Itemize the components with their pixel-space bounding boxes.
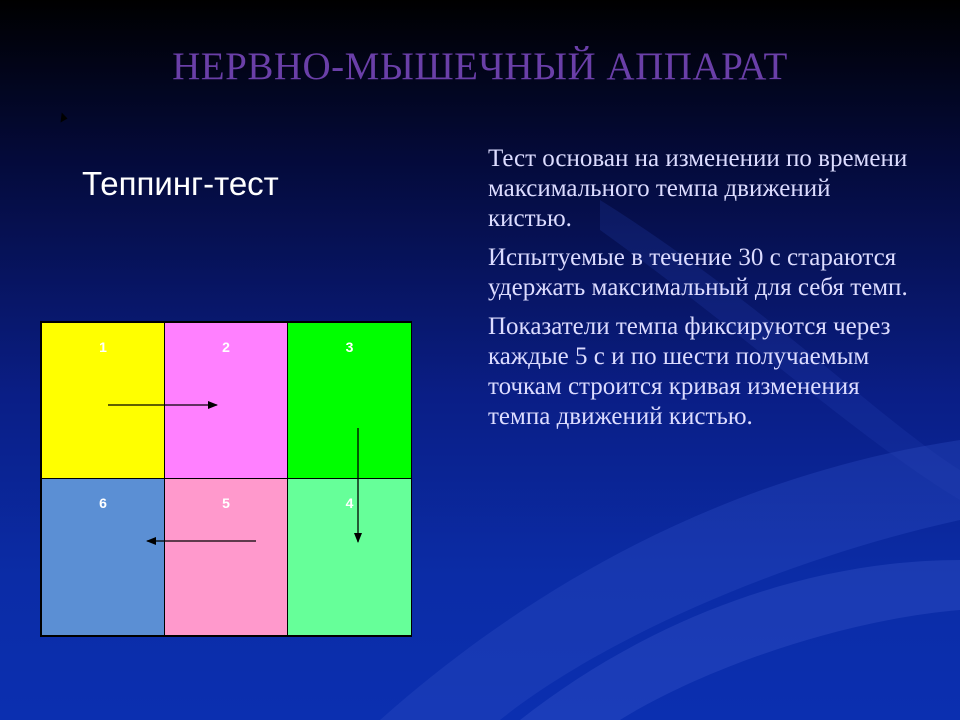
slide-title: НЕРВНО-МЫШЕЧНЫЙ АППАРАТ — [172, 45, 788, 88]
grid-cell-label: 4 — [345, 495, 354, 511]
description-text — [488, 144, 908, 441]
paragraph-3: Показатели темпа фиксируются через каждые 5 с и по шести получаемым точкам строится кривая изменения темпа движений кистью. — [488, 313, 891, 430]
grid-cell-label: 3 — [345, 339, 354, 355]
grid-cell-3 — [288, 323, 411, 479]
paragraph-2: Испытуемые в течение 30 с стараются удержать максимальный для себя темп. — [488, 244, 908, 301]
grid-cell-5 — [165, 479, 288, 635]
grid-cell-2 — [165, 323, 288, 479]
grid-cell-label: 6 — [99, 495, 107, 511]
grid-cell-6 — [42, 479, 165, 635]
grid-cell-label: 2 — [222, 339, 230, 355]
paragraph-1: Тест основан на изменении по времени максимального темпа движений кистью. — [488, 145, 908, 232]
grid-cell-1 — [42, 323, 165, 479]
grid-cell-label: 1 — [99, 339, 107, 355]
grid-cell-label: 5 — [222, 495, 230, 511]
slide-subtitle: Теппинг-тест — [82, 165, 279, 202]
grid-cell-4 — [288, 479, 411, 635]
tapping-grid — [40, 321, 412, 637]
